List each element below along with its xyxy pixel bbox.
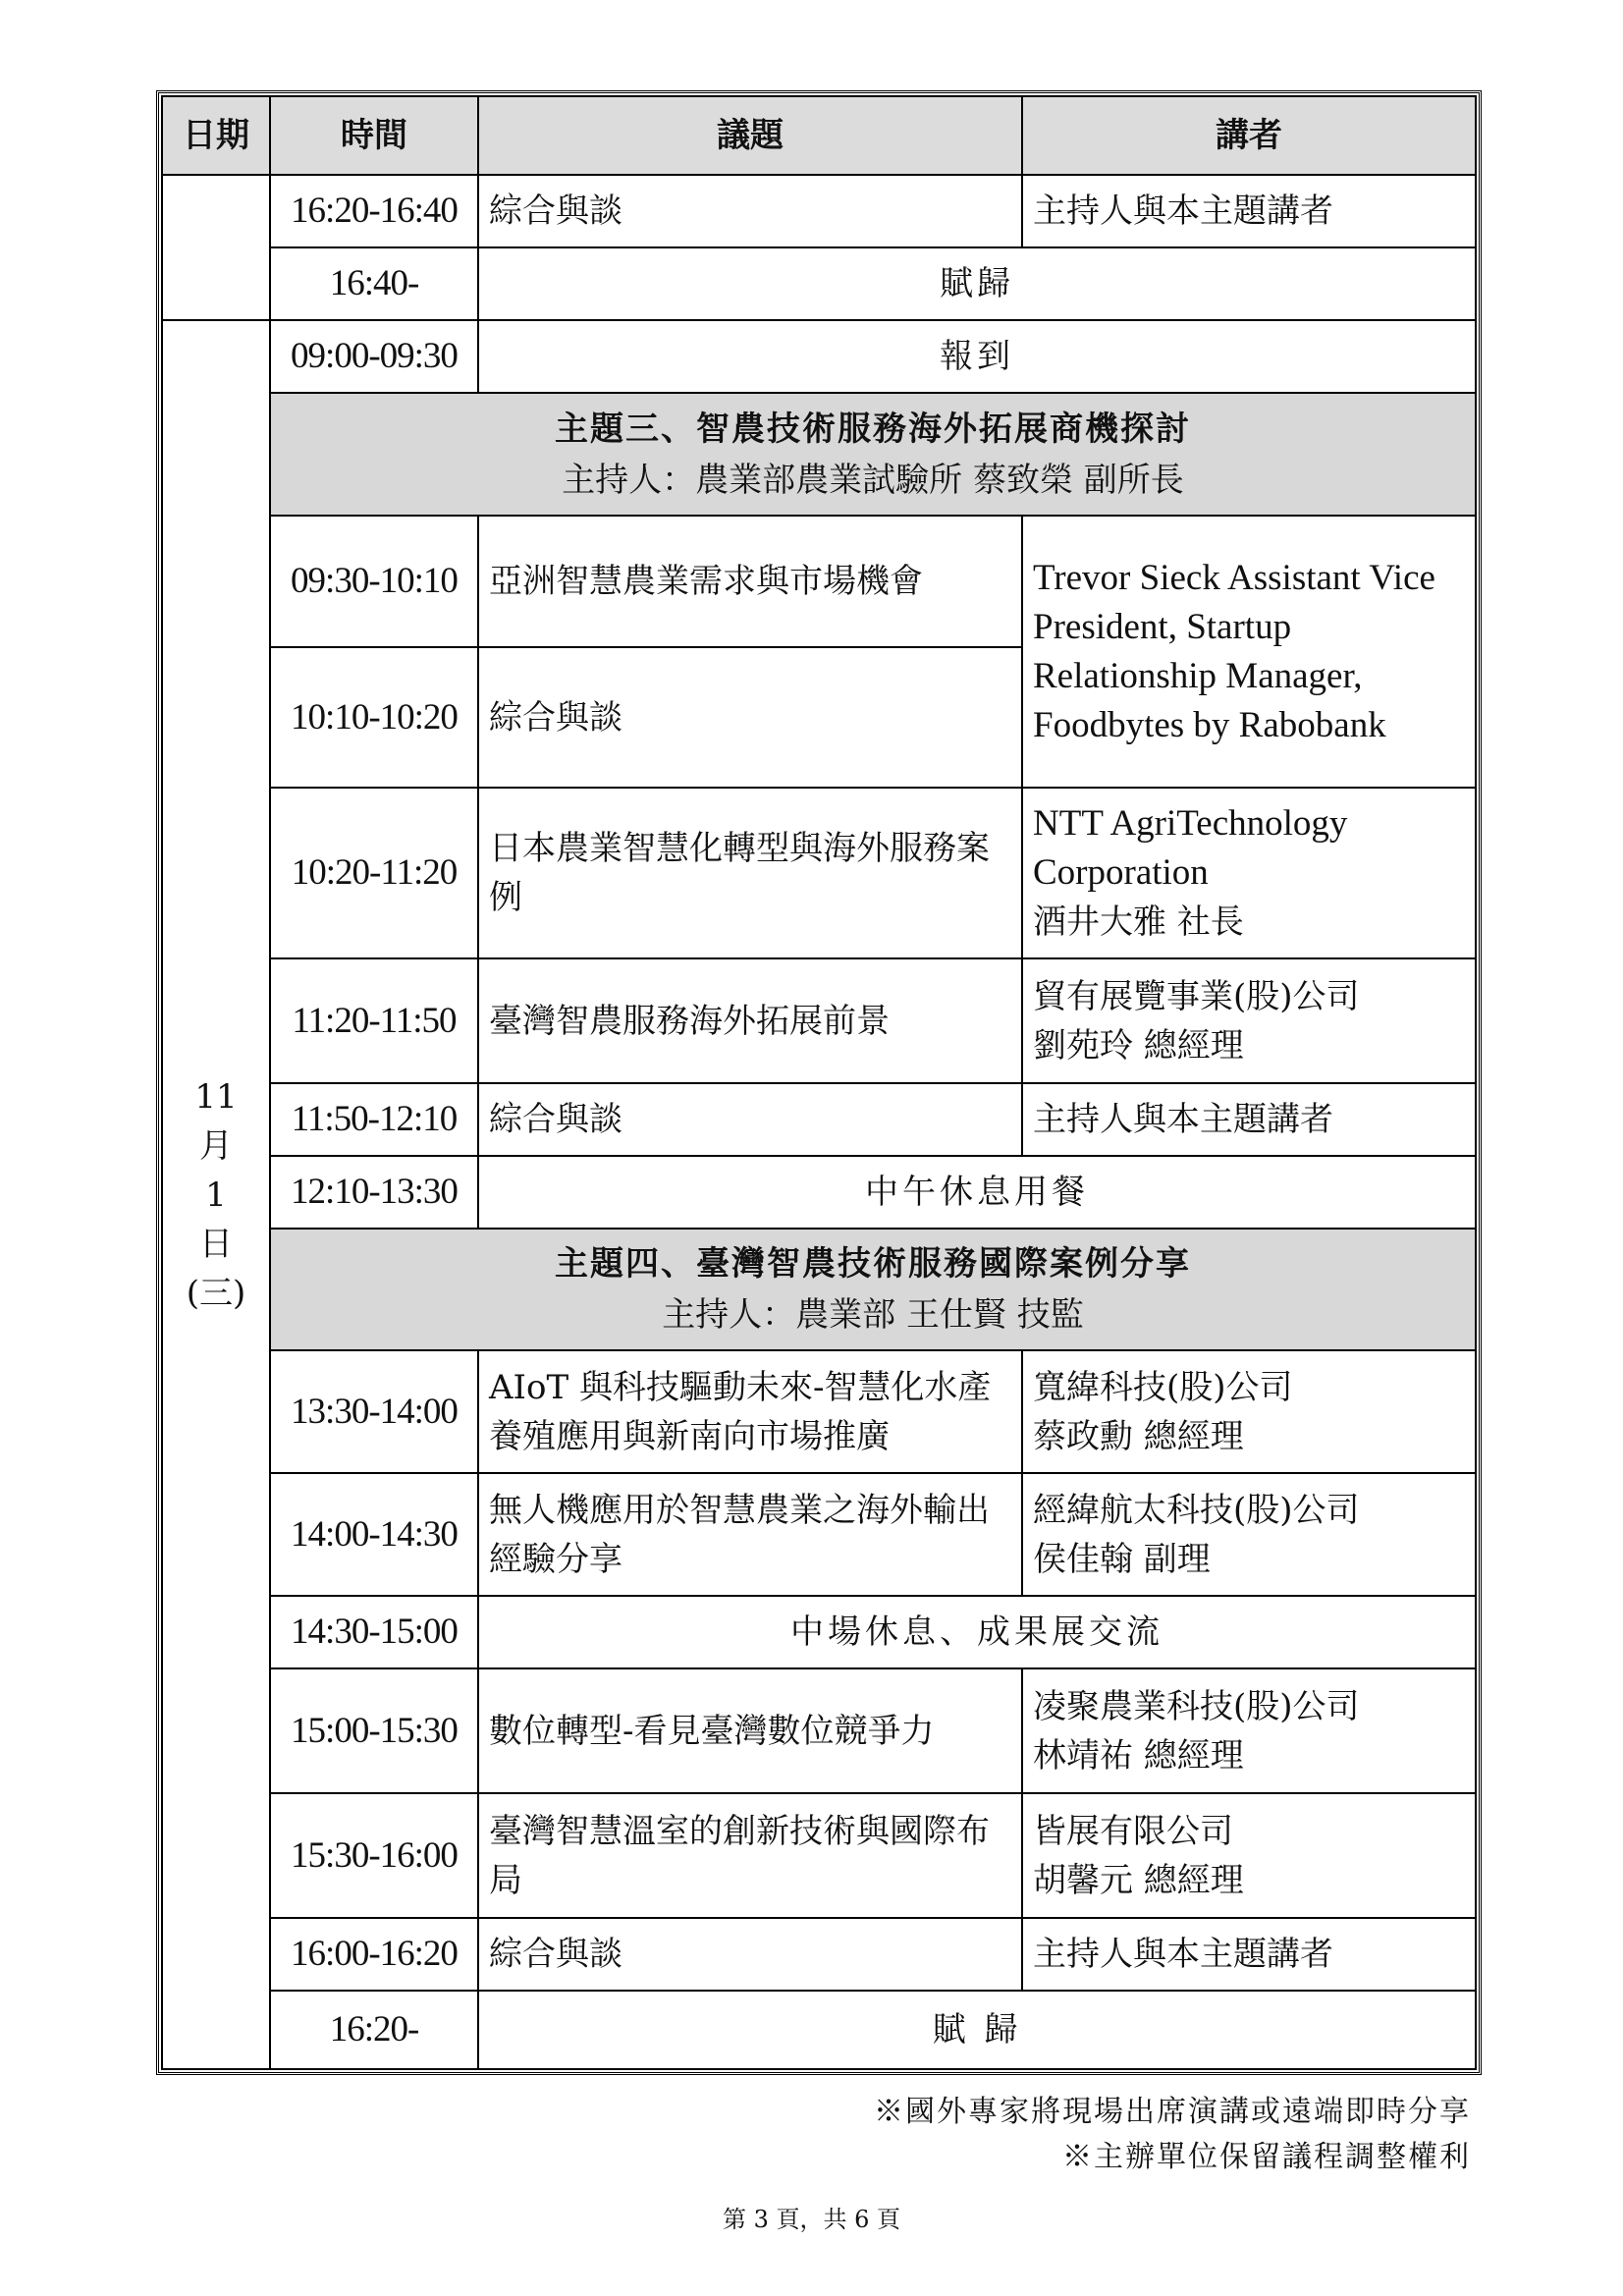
- footnotes: [874, 2090, 1471, 2180]
- time-cell: 12:10-13:30: [270, 1156, 478, 1229]
- time-cell: 10:10-10:20: [270, 647, 478, 788]
- theme-cell: [270, 1229, 1476, 1350]
- table-row: [162, 320, 1476, 393]
- speaker-name: 酒井大雅 社長: [1033, 902, 1244, 942]
- agenda-table-frame: [156, 90, 1482, 2075]
- speaker-cell: [1022, 1350, 1476, 1473]
- speaker-cell: 主持人與本主題講者: [1022, 175, 1476, 247]
- time-cell: 15:30-16:00: [270, 1793, 478, 1918]
- header-time: 時間: [270, 96, 478, 175]
- speaker-cell: [1022, 1793, 1476, 1918]
- table-row: [162, 175, 1476, 247]
- table-row: [162, 1793, 1476, 1918]
- date-cell: [162, 320, 270, 2069]
- event-cell: 中午休息用餐: [478, 1156, 1476, 1229]
- event-cell: 報到: [478, 320, 1476, 393]
- event-cell: 中場休息、成果展交流: [478, 1596, 1476, 1668]
- time-cell: 14:00-14:30: [270, 1473, 478, 1596]
- topic-cell: 無人機應用於智慧農業之海外輸出經驗分享: [478, 1473, 1022, 1596]
- time-cell: 11:50-12:10: [270, 1083, 478, 1156]
- time-cell: 16:40-: [270, 247, 478, 320]
- page-number: 第 3 頁，共 6 頁: [722, 2206, 901, 2233]
- speaker-name: 侯佳翰 副理: [1033, 1539, 1211, 1579]
- topic-cell: 數位轉型-看見臺灣數位競爭力: [478, 1668, 1022, 1793]
- speaker-org: NTT AgriTechnology Corporation: [1033, 803, 1348, 893]
- topic-cell: 亞洲智慧農業需求與市場機會: [478, 516, 1022, 647]
- table-row: [162, 958, 1476, 1083]
- speaker-org: 凌聚農業科技(股)公司: [1033, 1686, 1360, 1726]
- theme-cell: [270, 393, 1476, 516]
- table-header-row: [162, 96, 1476, 175]
- day-weekday: (三): [186, 1273, 246, 1313]
- event-cell: 賦歸: [478, 247, 1476, 320]
- speaker-name: 劉苑玲 總經理: [1033, 1025, 1244, 1066]
- theme-title: 主題三、智農技術服務海外拓展商機探討: [555, 409, 1191, 449]
- speaker-cell: [1022, 958, 1476, 1083]
- topic-cell: AIoT 與科技驅動未來-智慧化水產養殖應用與新南向市場推廣: [478, 1350, 1022, 1473]
- speaker-cell: [1022, 1668, 1476, 1793]
- topic-cell: 日本農業智慧化轉型與海外服務案例: [478, 788, 1022, 958]
- table-row: [162, 1350, 1476, 1473]
- topic-cell: 綜合與談: [478, 647, 1022, 788]
- theme-host: 主持人：農業部 王仕賢 技監: [662, 1295, 1084, 1335]
- header-speaker: 講者: [1022, 96, 1476, 175]
- day-date: 1: [205, 1175, 227, 1215]
- footnote-rights: ※主辦單位保留議程調整權利: [1062, 2140, 1471, 2174]
- time-cell: 14:30-15:00: [270, 1596, 478, 1668]
- table-row: [162, 788, 1476, 958]
- speaker-cell: Trevor Sieck Assistant Vice President, Startup Relationship Manager, Foodbytes by Rabobank: [1022, 516, 1476, 788]
- topic-cell: 綜合與談: [478, 175, 1022, 247]
- speaker-org: 寬緯科技(股)公司: [1033, 1367, 1293, 1407]
- time-cell: 11:20-11:50: [270, 958, 478, 1083]
- speaker-org: 皆展有限公司: [1033, 1811, 1233, 1851]
- header-topic: 議題: [478, 96, 1022, 175]
- topic-cell: 綜合與談: [478, 1083, 1022, 1156]
- speaker-org: 經緯航太科技(股)公司: [1033, 1490, 1360, 1530]
- time-cell: 15:00-15:30: [270, 1668, 478, 1793]
- table-row: [162, 1156, 1476, 1229]
- day-month: 月: [199, 1125, 233, 1166]
- table-row: [162, 247, 1476, 320]
- speaker-cell: 主持人與本主題講者: [1022, 1083, 1476, 1156]
- topic-cell: 臺灣智慧溫室的創新技術與國際布局: [478, 1793, 1022, 1918]
- day-number: 11: [194, 1076, 238, 1117]
- speaker-cell: 主持人與本主題講者: [1022, 1918, 1476, 1991]
- header-date: 日期: [162, 96, 270, 175]
- time-cell: 16:20-: [270, 1991, 478, 2069]
- footnote-remote: ※國外專家將現場出席演講或遠端即時分享: [874, 2095, 1471, 2129]
- time-cell: 10:20-11:20: [270, 788, 478, 958]
- speaker-cell: [1022, 788, 1476, 958]
- topic-cell: 臺灣智農服務海外拓展前景: [478, 958, 1022, 1083]
- speaker-cell: [1022, 1473, 1476, 1596]
- agenda-table: [161, 95, 1477, 2070]
- table-row: [162, 1668, 1476, 1793]
- speaker-name: 林靖祐 總經理: [1033, 1735, 1244, 1776]
- time-cell: 16:20-16:40: [270, 175, 478, 247]
- theme-row: [162, 393, 1476, 516]
- table-row: [162, 1083, 1476, 1156]
- table-row: [162, 516, 1476, 647]
- date-cell-empty: [162, 175, 270, 320]
- time-cell: 13:30-14:00: [270, 1350, 478, 1473]
- day-suffix: 日: [199, 1224, 233, 1264]
- theme-host: 主持人：農業部農業試驗所 蔡致榮 副所長: [562, 460, 1184, 500]
- speaker-name: 胡馨元 總經理: [1033, 1860, 1244, 1900]
- time-cell: 16:00-16:20: [270, 1918, 478, 1991]
- table-row: [162, 1473, 1476, 1596]
- time-cell: 09:30-10:10: [270, 516, 478, 647]
- table-row: [162, 1991, 1476, 2069]
- table-row: [162, 1918, 1476, 1991]
- table-row: [162, 1596, 1476, 1668]
- event-cell: 賦 歸: [478, 1991, 1476, 2069]
- speaker-name: 蔡政勳 總經理: [1033, 1416, 1244, 1456]
- theme-title: 主題四、臺灣智農技術服務國際案例分享: [555, 1244, 1191, 1284]
- theme-row: [162, 1229, 1476, 1350]
- time-cell: 09:00-09:30: [270, 320, 478, 393]
- speaker-org: 貿有展覽事業(股)公司: [1033, 976, 1360, 1016]
- topic-cell: 綜合與談: [478, 1918, 1022, 1991]
